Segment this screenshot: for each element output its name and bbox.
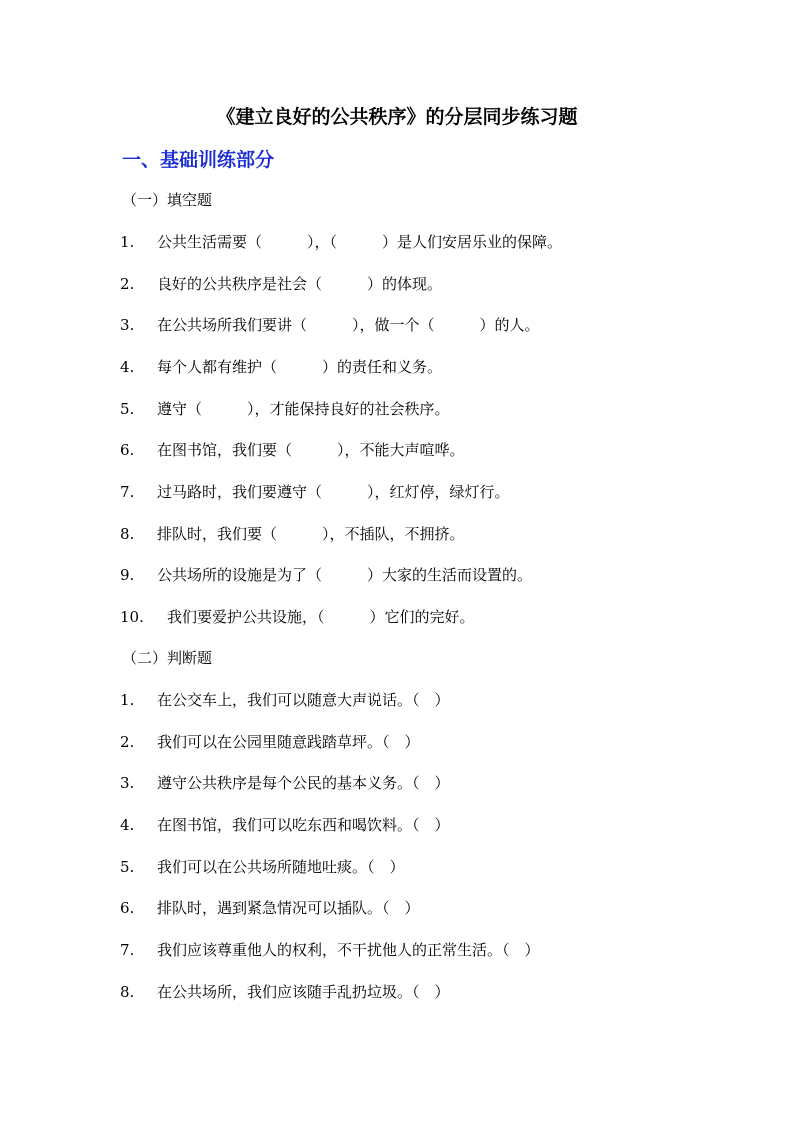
item-text: 在图书馆，我们可以吃东西和喝饮料。（ ）: [157, 816, 450, 834]
section-heading-basic-training: 一、基础训练部分: [122, 149, 275, 171]
item-number: 4.: [120, 358, 135, 376]
item-number: 9.: [120, 566, 135, 584]
item-text: 在公交车上，我们可以随意大声说话。（ ）: [157, 691, 450, 709]
list-item: [120, 313, 540, 337]
list-item: [120, 980, 450, 1004]
item-text: 过马路时，我们要遵守（ ），红灯停，绿灯行。: [157, 483, 510, 501]
list-item: [120, 438, 465, 462]
item-number: 7.: [120, 483, 135, 501]
item-number: 5.: [120, 858, 135, 876]
item-number: 4.: [120, 816, 135, 834]
item-text: 我们可以在公园里随意践踏草坪。（ ）: [157, 733, 420, 751]
item-number: 3.: [120, 316, 135, 334]
list-item: [120, 480, 510, 504]
item-number: 7.: [120, 941, 135, 959]
item-text: 在公共场所，我们应该随手乱扔垃圾。（ ）: [157, 983, 450, 1001]
item-text: 排队时，我们要（ ），不插队，不拥挤。: [157, 525, 465, 543]
item-number: 2.: [120, 733, 135, 751]
document-title: 《建立良好的公共秩序》的分层同步练习题: [216, 106, 578, 128]
item-text: 公共场所的设施是为了（ ）大家的生活而设置的。: [157, 566, 533, 584]
list-item: [120, 355, 442, 379]
list-item: [120, 605, 475, 629]
item-text: 良好的公共秩序是社会（ ）的体现。: [157, 275, 443, 293]
item-number: 5.: [120, 400, 135, 418]
fill-blank-heading: （一）填空题: [122, 191, 213, 209]
item-number: 6.: [120, 441, 135, 459]
list-item: [120, 896, 420, 920]
item-number: 1.: [120, 691, 135, 709]
list-item: [120, 730, 420, 754]
item-text: 在公共场所我们要讲（ ），做一个（ ）的人。: [157, 316, 540, 334]
true-false-heading: （二）判断题: [122, 649, 213, 667]
item-text: 遵守（ ），才能保持良好的社会秩序。: [157, 400, 450, 418]
item-number: 8.: [120, 983, 135, 1001]
list-item: [120, 522, 465, 546]
list-item: [120, 855, 405, 879]
item-text: 每个人都有维护（ ）的责任和义务。: [157, 358, 443, 376]
item-text: 公共生活需要（ ），（ ）是人们安居乐业的保障。: [157, 233, 563, 251]
item-text: 排队时，遇到紧急情况可以插队。（ ）: [157, 899, 420, 917]
item-number: 8.: [120, 525, 135, 543]
list-item: [120, 688, 450, 712]
list-item: [120, 272, 442, 296]
list-item: [120, 771, 450, 795]
item-number: 3.: [120, 774, 135, 792]
item-number: 1.: [120, 233, 135, 251]
item-text: 遵守公共秩序是每个公民的基本义务。（ ）: [157, 774, 450, 792]
item-text: 在图书馆，我们要（ ），不能大声喧哗。: [157, 441, 465, 459]
item-text: 我们可以在公共场所随地吐痰。（ ）: [157, 858, 405, 876]
item-text: 我们应该尊重他人的权利，不干扰他人的正常生活。（ ）: [157, 941, 540, 959]
list-item: [120, 230, 562, 254]
item-number: 6.: [120, 899, 135, 917]
list-item: [120, 397, 450, 421]
list-item: [120, 813, 450, 837]
item-number: 2.: [120, 275, 135, 293]
item-number: 10.: [120, 608, 144, 626]
list-item: [120, 563, 532, 587]
item-text: 我们要爱护公共设施，（ ）它们的完好。: [167, 608, 475, 626]
list-item: [120, 938, 540, 962]
